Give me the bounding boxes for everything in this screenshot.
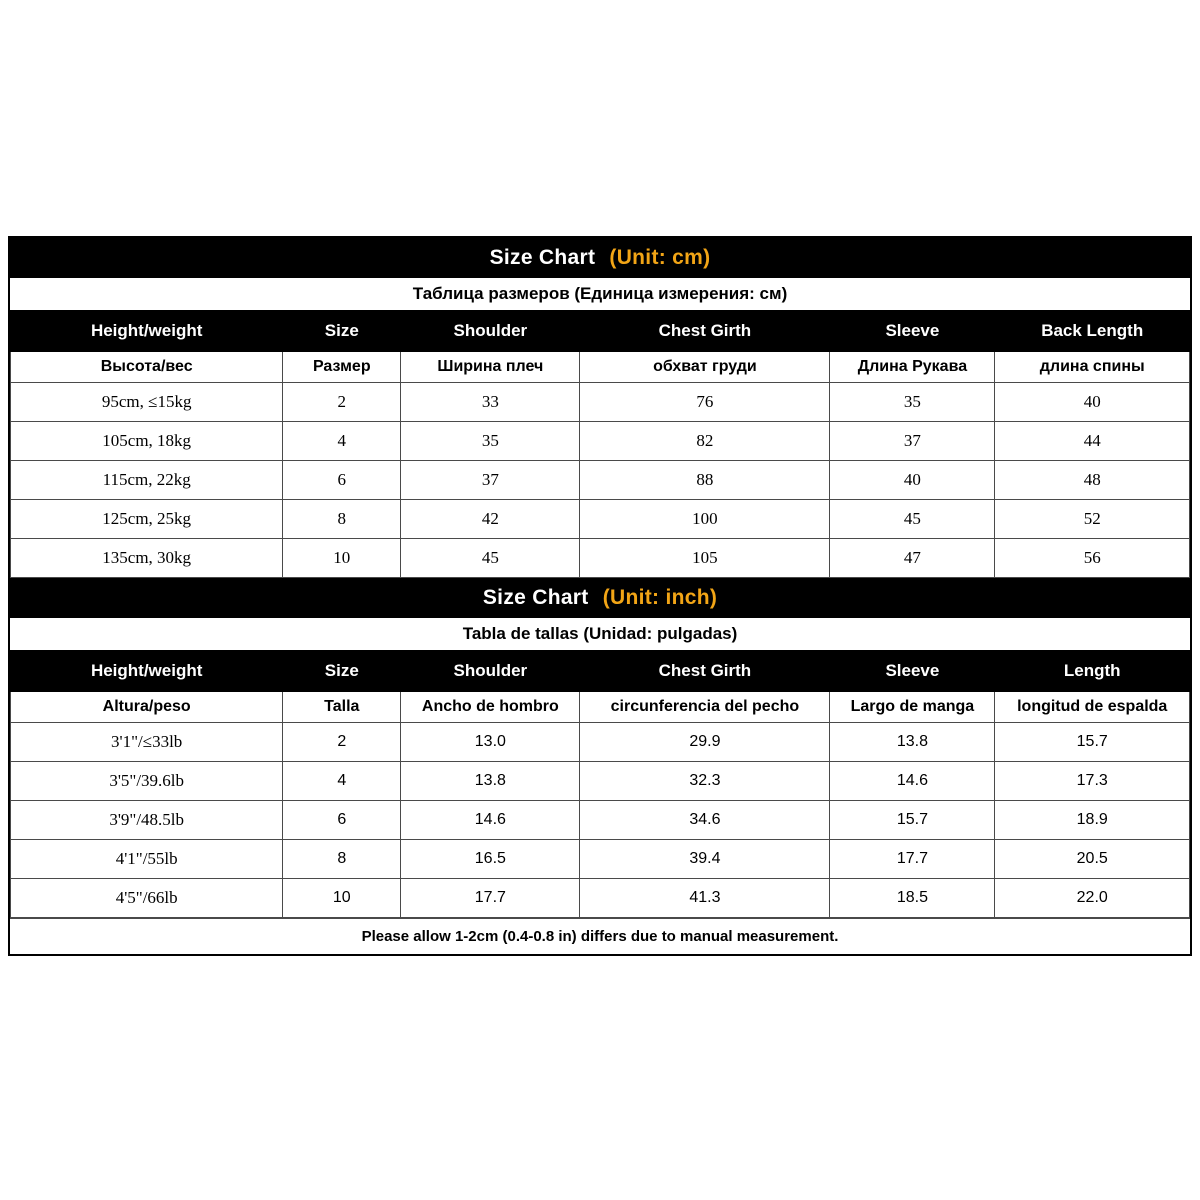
table-cell: 14.6 xyxy=(830,762,995,801)
table-cell: 20.5 xyxy=(995,840,1190,879)
table-row xyxy=(11,500,1190,539)
table-cell: 34.6 xyxy=(580,801,830,840)
table-cell: 14.6 xyxy=(401,801,580,840)
table-cell: 13.8 xyxy=(401,762,580,801)
column-header-localized: Ширина плеч xyxy=(401,352,580,383)
table-cell: 100 xyxy=(580,500,830,539)
table-cell: 17.7 xyxy=(401,879,580,918)
table-cell: 40 xyxy=(830,461,995,500)
table-cell: 56 xyxy=(995,539,1190,578)
table-cell: 125cm, 25kg xyxy=(11,500,283,539)
table-cell: 8 xyxy=(283,840,401,879)
column-header-localized: Размер xyxy=(283,352,401,383)
column-header-localized: longitud de espalda xyxy=(995,692,1190,723)
table-row xyxy=(11,723,1190,762)
size-table-section-cm xyxy=(10,238,1190,578)
measurement-disclaimer: Please allow 1-2cm (0.4-0.8 in) differs due to manual measurement. xyxy=(10,918,1190,954)
table-body-cm xyxy=(11,383,1190,578)
table-cell: 15.7 xyxy=(995,723,1190,762)
table-cell: 4'5"/66lb xyxy=(11,879,283,918)
table-cell: 45 xyxy=(401,539,580,578)
table-cell: 13.8 xyxy=(830,723,995,762)
table-title-inch: Size Chart xyxy=(482,586,589,609)
table-cell: 3'5"/39.6lb xyxy=(11,762,283,801)
column-header: Height/weight xyxy=(11,311,283,352)
table-cell: 88 xyxy=(580,461,830,500)
table-cell: 2 xyxy=(283,723,401,762)
table-cell: 35 xyxy=(830,383,995,422)
table-cell: 41.3 xyxy=(580,879,830,918)
column-header: Sleeve xyxy=(830,651,995,692)
table-cell: 47 xyxy=(830,539,995,578)
table-cell: 37 xyxy=(830,422,995,461)
table-cell: 135cm, 30kg xyxy=(11,539,283,578)
column-header-localized: Ancho de hombro xyxy=(401,692,580,723)
column-header: Shoulder xyxy=(401,651,580,692)
table-cell: 6 xyxy=(283,461,401,500)
table-row xyxy=(11,801,1190,840)
table-cell: 82 xyxy=(580,422,830,461)
table-unit-inch: (Unit: inch) xyxy=(602,586,718,609)
table-row xyxy=(11,383,1190,422)
column-header: Chest Girth xyxy=(580,651,830,692)
table-title-bar-inch xyxy=(10,578,1190,618)
table-cell: 35 xyxy=(401,422,580,461)
table-cell: 10 xyxy=(283,539,401,578)
column-header-row-ru xyxy=(11,352,1190,383)
table-cell: 16.5 xyxy=(401,840,580,879)
table-cell: 32.3 xyxy=(580,762,830,801)
table-cell: 37 xyxy=(401,461,580,500)
table-cell: 105cm, 18kg xyxy=(11,422,283,461)
table-cell: 115cm, 22kg xyxy=(11,461,283,500)
table-cell: 48 xyxy=(995,461,1190,500)
table-subtitle-es: Tabla de tallas (Unidad: pulgadas) xyxy=(10,618,1190,650)
table-row xyxy=(11,461,1190,500)
column-header: Size xyxy=(283,311,401,352)
table-row xyxy=(11,879,1190,918)
table-cell: 4 xyxy=(283,762,401,801)
table-row xyxy=(11,422,1190,461)
column-header-localized: Altura/peso xyxy=(11,692,283,723)
size-table-section-inch xyxy=(10,578,1190,918)
table-row xyxy=(11,840,1190,879)
table-cell: 76 xyxy=(580,383,830,422)
column-header: Back Length xyxy=(995,311,1190,352)
table-row xyxy=(11,539,1190,578)
measurements-table-inch xyxy=(10,650,1190,918)
column-header: Size xyxy=(283,651,401,692)
table-cell: 6 xyxy=(283,801,401,840)
column-header: Sleeve xyxy=(830,311,995,352)
table-cell: 52 xyxy=(995,500,1190,539)
table-cell: 18.9 xyxy=(995,801,1190,840)
table-cell: 8 xyxy=(283,500,401,539)
table-cell: 2 xyxy=(283,383,401,422)
table-unit-cm: (Unit: cm) xyxy=(609,246,711,269)
table-cell: 3'1"/≤33lb xyxy=(11,723,283,762)
column-header-localized: Длина Рукава xyxy=(830,352,995,383)
column-header: Height/weight xyxy=(11,651,283,692)
column-header-row-es xyxy=(11,692,1190,723)
column-header: Length xyxy=(995,651,1190,692)
table-cell: 39.4 xyxy=(580,840,830,879)
table-cell: 18.5 xyxy=(830,879,995,918)
column-header: Chest Girth xyxy=(580,311,830,352)
column-header-row-en xyxy=(11,311,1190,352)
column-header-localized: Largo de manga xyxy=(830,692,995,723)
size-chart-sheet xyxy=(8,236,1192,956)
table-body-inch xyxy=(11,723,1190,918)
column-header-localized: Высота/вес xyxy=(11,352,283,383)
table-cell: 29.9 xyxy=(580,723,830,762)
column-header-localized: длина спины xyxy=(995,352,1190,383)
table-cell: 95cm, ≤15kg xyxy=(11,383,283,422)
column-header-localized: Talla xyxy=(283,692,401,723)
table-cell: 105 xyxy=(580,539,830,578)
column-header-localized: circunferencia del pecho xyxy=(580,692,830,723)
table-title-bar-cm xyxy=(10,238,1190,278)
column-header-localized: обхват груди xyxy=(580,352,830,383)
table-cell: 3'9"/48.5lb xyxy=(11,801,283,840)
table-cell: 45 xyxy=(830,500,995,539)
table-cell: 17.3 xyxy=(995,762,1190,801)
column-header: Shoulder xyxy=(401,311,580,352)
table-cell: 15.7 xyxy=(830,801,995,840)
table-cell: 4'1"/55lb xyxy=(11,840,283,879)
table-cell: 4 xyxy=(283,422,401,461)
table-cell: 42 xyxy=(401,500,580,539)
table-title-cm: Size Chart xyxy=(489,246,596,269)
table-cell: 17.7 xyxy=(830,840,995,879)
table-cell: 44 xyxy=(995,422,1190,461)
table-row xyxy=(11,762,1190,801)
table-cell: 22.0 xyxy=(995,879,1190,918)
column-header-row-en xyxy=(11,651,1190,692)
measurements-table-cm xyxy=(10,310,1190,578)
table-cell: 33 xyxy=(401,383,580,422)
table-cell: 40 xyxy=(995,383,1190,422)
table-cell: 10 xyxy=(283,879,401,918)
table-subtitle-ru: Таблица размеров (Единица измерения: см) xyxy=(10,278,1190,310)
table-cell: 13.0 xyxy=(401,723,580,762)
